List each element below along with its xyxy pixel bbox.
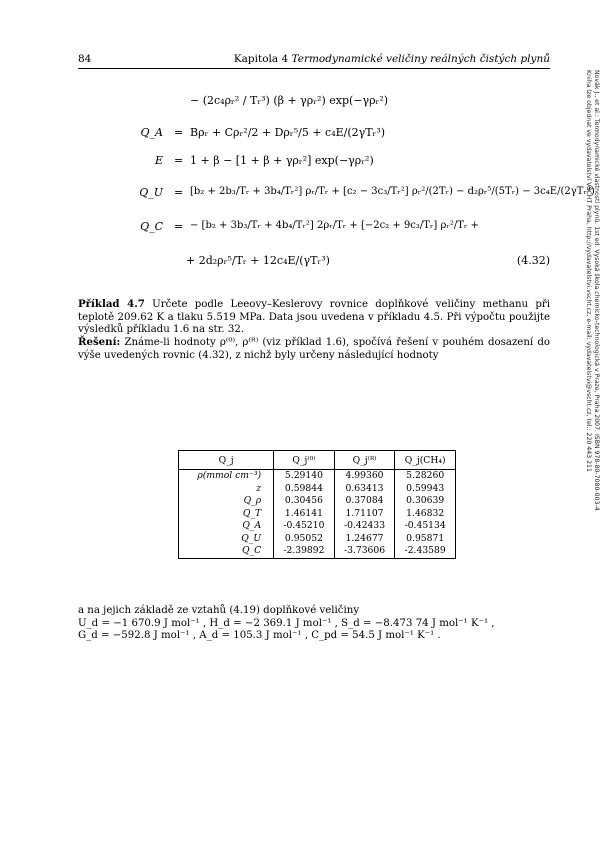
column-header: Q_j(CH₄) [395, 451, 456, 470]
page-header [78, 53, 550, 65]
result-line-2: G_d = −592.8 J mol⁻¹ , A_d = 105.3 J mol⁻¹ , C_pd = 54.5 J mol⁻¹ K⁻¹ . [78, 630, 441, 641]
column-header: Q_j⁽⁰⁾ [274, 451, 335, 470]
solution-label: Řešení: [78, 336, 121, 348]
column-header: Q_j [179, 451, 274, 470]
table-cell: 5.28260 [395, 470, 456, 483]
chapter-label: Kapitola 4 [233, 53, 289, 65]
table-cell: 1.46141 [274, 508, 335, 521]
table-row [179, 545, 456, 558]
table-row [179, 533, 456, 546]
table-cell: -0.45210 [274, 520, 335, 533]
equation-lhs: Q_U [139, 186, 163, 199]
table-cell: 1.46832 [395, 508, 456, 521]
equation-rhs: + 2d₂ρᵣ⁵/Tᵣ + 12c₄E/(γTᵣ³) [186, 254, 330, 267]
equals-sign: = [174, 126, 184, 139]
values-table [178, 450, 456, 559]
table-cell: -2.43589 [395, 545, 456, 558]
equals-sign: = [174, 220, 184, 233]
result-line-1: U_d = −1 670.9 J mol⁻¹ , H_d = −2 369.1 J mol⁻¹ , S_d = −8.473 74 J mol⁻¹ K⁻¹ , [78, 617, 495, 629]
equation-number: (4.32) [516, 254, 550, 267]
row-label: Q_C [179, 545, 274, 558]
result-intro: a na jejich základě ze vztahů (4.19) doplňkové veličiny [78, 605, 360, 616]
header-rule [78, 68, 550, 69]
column-header: Q_j⁽ᴿ⁾ [334, 451, 395, 470]
equation-lhs: Q_C [140, 220, 163, 233]
table-header-row [179, 451, 456, 470]
row-label: ρ(mmol cm⁻³) [179, 470, 274, 483]
equation-rhs: 1 + β − [1 + β + γρᵣ²] exp(−γρᵣ²) [190, 154, 374, 167]
equation-rhs: [b₂ + 2b₃/Tᵣ + 3b₄/Tᵣ²] ρᵣ/Tᵣ + [c₂ − 3c₃/Tᵣ²] ρᵣ²/(2Tᵣ) − d₂ρᵣ⁵/(5Tᵣ) − 3c₄E/(2γTᵣ³) [190, 186, 595, 197]
example-text: Určete podle Leeovy–Keslerovy rovnice doplňkové veličiny methanu při teplotě 209.62 K a tlaku 5.519 MPa. Data jsou uvedena v příkladu 4.5. Při výpočtu použijte výsledků příkladu 1.6 na str. 32. [78, 299, 550, 335]
equation-continuation: − (2c₄ρᵣ² / Tᵣ³) (β + γρᵣ²) exp(−γρᵣ²) [190, 94, 389, 107]
table-row [179, 495, 456, 508]
copyright-sidebar [586, 70, 600, 630]
table-cell: -0.45134 [395, 520, 456, 533]
equation-rhs: − [b₂ + 3b₃/Tᵣ + 4b₄/Tᵣ²] 2ρᵣ/Tᵣ + [−2c₂ + 9c₃/Tᵣ] ρᵣ²/Tᵣ + [190, 220, 479, 231]
equation-block [78, 86, 595, 276]
example-paragraph [78, 298, 550, 337]
table-cell: -2.39892 [274, 545, 335, 558]
sidebar-line-1: Novák J., et al.: Termodynamické vlastnosti plynů. 1st ed. Vysoká škola chemicko-technologická v Praze, Praha 2007. ISBN 978-80-7080-003-4 [593, 70, 600, 511]
table-cell: 0.30639 [395, 495, 456, 508]
solution-text: Známe-li hodnoty ρ⁽⁰⁾, ρ⁽ᴿ⁾ (viz příklad 1.6), spočívá řešení v pouhém dosazení do výše uvedených rovnic (4.32), z nichž byly určeny následující hodnoty [78, 337, 550, 361]
table-cell: 1.24677 [334, 533, 395, 546]
equation-lhs: Q_A [140, 126, 163, 139]
table-cell: 0.37084 [334, 495, 395, 508]
table-row [179, 520, 456, 533]
table-cell: 0.95052 [274, 533, 335, 546]
running-title [234, 53, 550, 65]
example-label: Příklad 4.7 [78, 298, 145, 310]
table-cell: 5.29140 [274, 470, 335, 483]
solution-paragraph [78, 336, 550, 362]
result-paragraph [78, 605, 550, 643]
sidebar-line-2: Kniha lze objednat ve vydavatelství VŠCHT Praha, http://vydavatelstvi.vscht.cz, e-mail: vydavatelstvi@vscht.cz, tel.: 220 443 211 [585, 70, 592, 472]
row-label: Q_A [179, 520, 274, 533]
page-number: 84 [78, 53, 92, 65]
row-label: z [179, 483, 274, 496]
equation-lhs: E [154, 154, 163, 167]
table-cell: 4.99360 [334, 470, 395, 483]
table-row [179, 508, 456, 521]
table-cell: 0.95871 [395, 533, 456, 546]
row-label: Q_T [179, 508, 274, 521]
table-row [179, 483, 456, 496]
table-cell: 0.30456 [274, 495, 335, 508]
equation-rhs: Bρᵣ + Cρᵣ²/2 + Dρᵣ⁵/5 + c₄E/(2γTᵣ³) [190, 126, 386, 139]
table-cell: 0.63413 [334, 483, 395, 496]
equals-sign: = [174, 186, 184, 199]
table-cell: 0.59844 [274, 483, 335, 496]
table-cell: -3.73606 [334, 545, 395, 558]
table-row [179, 470, 456, 483]
equals-sign: = [174, 154, 184, 167]
table-cell: 1.71107 [334, 508, 395, 521]
row-label: Q_U [179, 533, 274, 546]
chapter-title: Termodynamické veličiny reálných čistých plynů [291, 53, 550, 65]
table-cell: -0.42433 [334, 520, 395, 533]
row-label: Q_ρ [179, 495, 274, 508]
table-cell: 0.59943 [395, 483, 456, 496]
